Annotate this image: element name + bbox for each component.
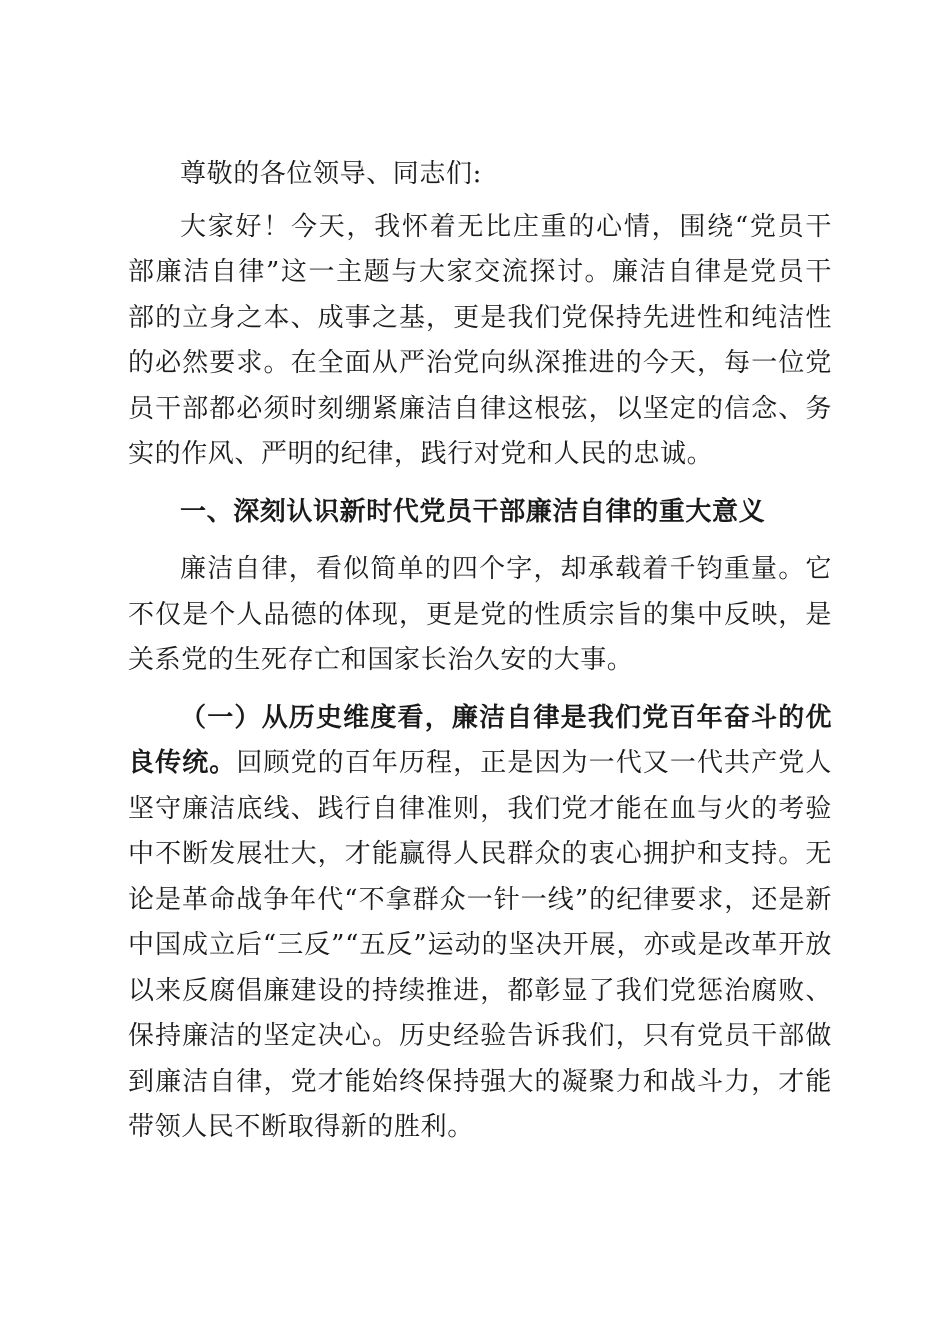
subsection-lead: （一）从历史维度看，廉洁自律是我们党百年奋斗的优良传统。 [128,702,832,778]
document-body [128,152,832,1151]
section-heading: 一、深刻认识新时代党员干部廉洁自律的重大意义 [180,496,766,527]
section-paragraph: 廉洁自律，看似简单的四个字，却承载着千钧重量。它不仅是个人品德的体现，更是党的性质宗旨的集中反映，是关系党的生死存亡和国家长治久安的大事。 [128,554,832,675]
salutation: 尊敬的各位领导、同志们: [180,159,482,189]
subsection-body: 回顾党的百年历程，正是因为一代又一代共产党人坚守廉洁底线、践行自律准则，我们党才能在血与火的考验中不断发展壮大，才能赢得人民群众的衷心拥护和支持。无论是革命战争年代“不拿群众一针一线”的纪律要求，还是新中国成立后“三反”“五反”运动的坚决开展，亦或是改革开放以来反腐倡廉建设的持续推进，都彰显了我们党惩治腐败、保持廉洁的坚定决心。历史经验告诉我们，只有党员干部做到廉洁自律，党才能始终保持强大的凝聚力和战斗力，才能带领人民不断取得新的胜利。 [128,748,832,1142]
subsection-paragraph [128,696,832,1151]
intro-paragraph: 大家好！今天，我怀着无比庄重的心情，围绕“党员干部廉洁自律”这一主题与大家交流探讨。廉洁自律是党员干部的立身之本、成事之基，更是我们党保持先进性和纯洁性的必然要求。在全面从严治党向纵深推进的今天，每一位党员干部都必须时刻绷紧廉洁自律这根弦，以坚定的信念、务实的作风、严明的纪律，践行对党和人民的忠诚。 [128,211,832,469]
